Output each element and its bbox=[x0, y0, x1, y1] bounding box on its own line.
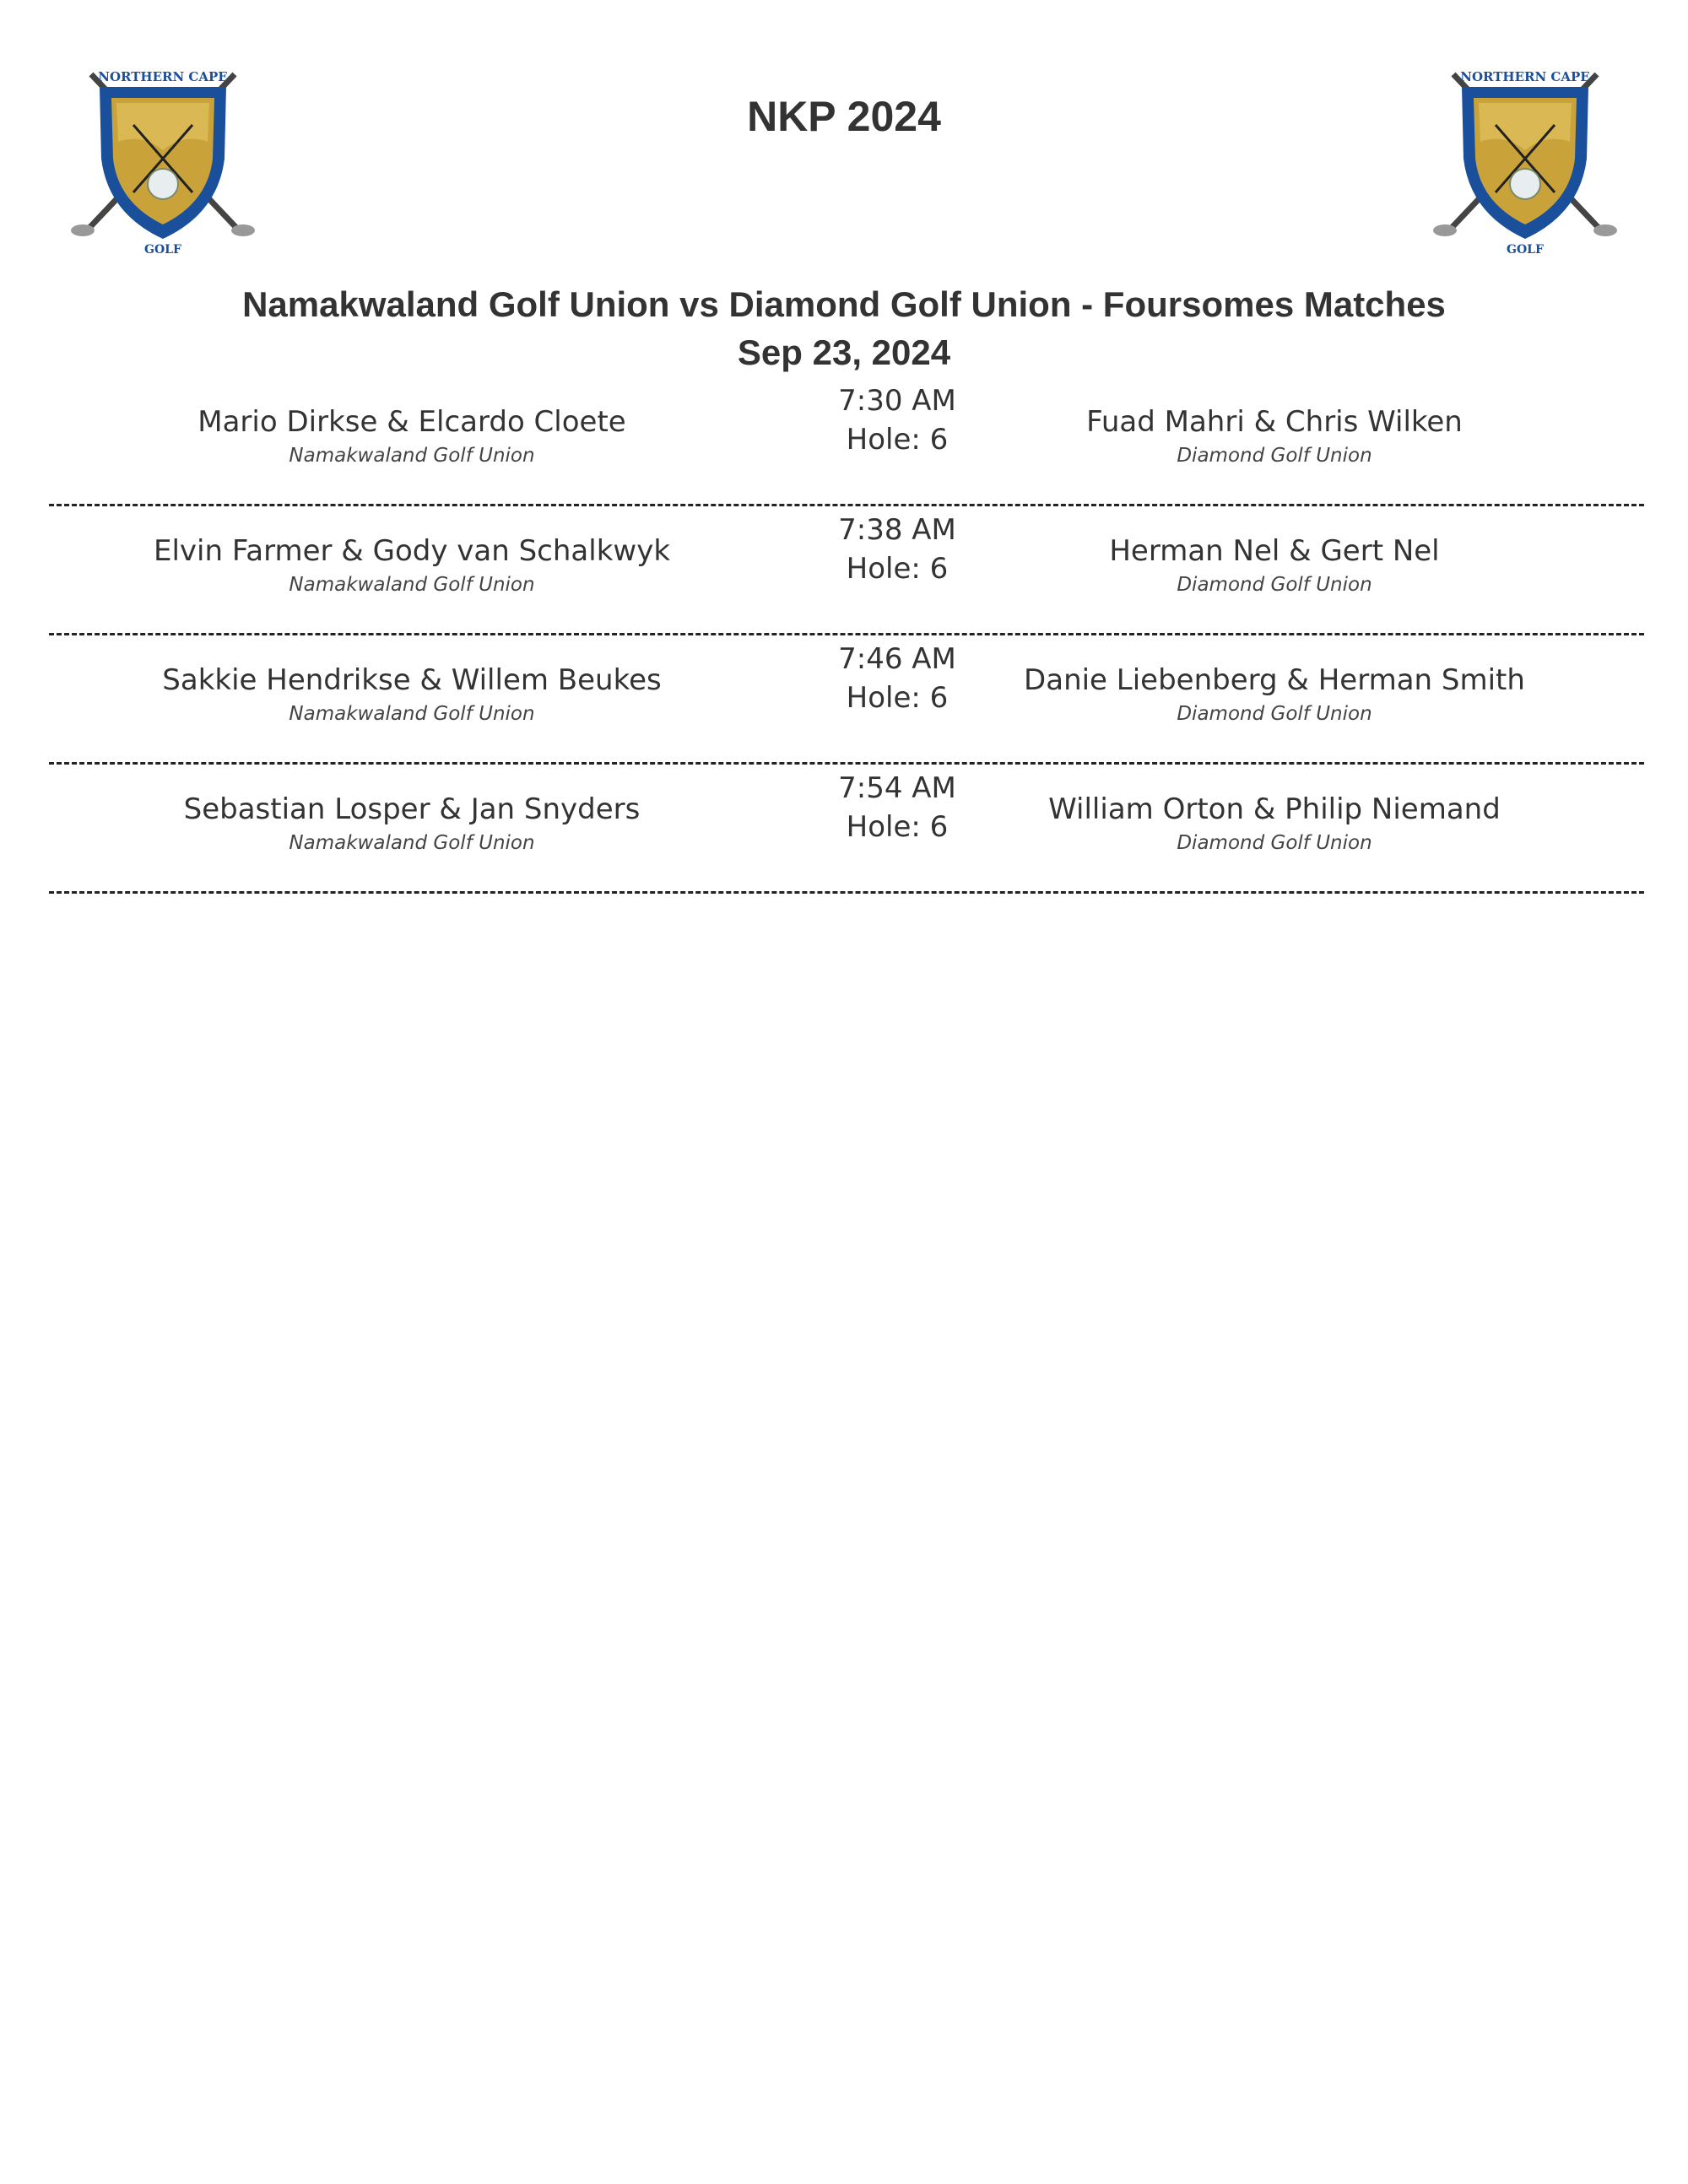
golf-shield-icon bbox=[66, 57, 260, 260]
left-players: Elvin Farmer & Gody van Schalkwyk bbox=[153, 534, 671, 568]
svg-text:GOLF: GOLF bbox=[1507, 243, 1544, 257]
pairing-row bbox=[49, 638, 1644, 765]
left-team: Namakwaland Golf Union bbox=[289, 574, 535, 596]
tee-time: 7:46 AM bbox=[838, 642, 956, 676]
left-pair bbox=[49, 402, 775, 469]
tee-time: 7:38 AM bbox=[838, 513, 956, 547]
golf-shield-icon bbox=[1428, 57, 1622, 260]
right-players: Danie Liebenberg & Herman Smith bbox=[1024, 663, 1525, 697]
match-date: Sep 23, 2024 bbox=[737, 332, 951, 372]
right-team: Diamond Golf Union bbox=[1177, 445, 1372, 467]
pairing-row bbox=[49, 380, 1644, 506]
match-title: Namakwaland Golf Union vs Diamond Golf Union - Foursomes Matches bbox=[242, 284, 1446, 324]
right-team: Diamond Golf Union bbox=[1177, 703, 1372, 725]
event-title: NKP 2024 bbox=[747, 93, 941, 140]
left-pair bbox=[49, 789, 775, 857]
start-hole: Hole: 6 bbox=[846, 681, 949, 715]
right-team: Diamond Golf Union bbox=[1177, 832, 1372, 854]
svg-text:GOLF: GOLF bbox=[144, 243, 181, 257]
left-team: Namakwaland Golf Union bbox=[289, 445, 535, 467]
svg-text:NORTHERN CAPE: NORTHERN CAPE bbox=[1460, 69, 1590, 84]
left-pair bbox=[49, 531, 775, 598]
right-team: Diamond Golf Union bbox=[1177, 574, 1372, 596]
pairing-row bbox=[49, 509, 1644, 635]
tee-time: 7:54 AM bbox=[838, 771, 956, 805]
left-team: Namakwaland Golf Union bbox=[289, 703, 535, 725]
start-hole: Hole: 6 bbox=[846, 552, 949, 586]
left-team: Namakwaland Golf Union bbox=[289, 832, 535, 854]
pairing-row bbox=[49, 767, 1644, 894]
left-pair bbox=[49, 660, 775, 727]
left-players: Sebastian Losper & Jan Snyders bbox=[183, 792, 641, 826]
right-pair bbox=[912, 402, 1637, 469]
left-players: Sakkie Hendrikse & Willem Beukes bbox=[162, 663, 662, 697]
logo-left bbox=[66, 57, 260, 260]
start-hole: Hole: 6 bbox=[846, 810, 949, 844]
right-players: Herman Nel & Gert Nel bbox=[1109, 534, 1440, 568]
right-players: Fuad Mahri & Chris Wilken bbox=[1086, 405, 1463, 439]
logo-right bbox=[1428, 57, 1622, 260]
right-pair bbox=[912, 789, 1637, 857]
right-players: William Orton & Philip Niemand bbox=[1048, 792, 1501, 826]
start-hole: Hole: 6 bbox=[846, 423, 949, 457]
tee-time: 7:30 AM bbox=[838, 384, 956, 418]
svg-text:NORTHERN CAPE: NORTHERN CAPE bbox=[98, 69, 228, 84]
left-players: Mario Dirkse & Elcardo Cloete bbox=[197, 405, 626, 439]
right-pair bbox=[912, 660, 1637, 727]
pairings-list bbox=[49, 380, 1644, 896]
right-pair bbox=[912, 531, 1637, 598]
